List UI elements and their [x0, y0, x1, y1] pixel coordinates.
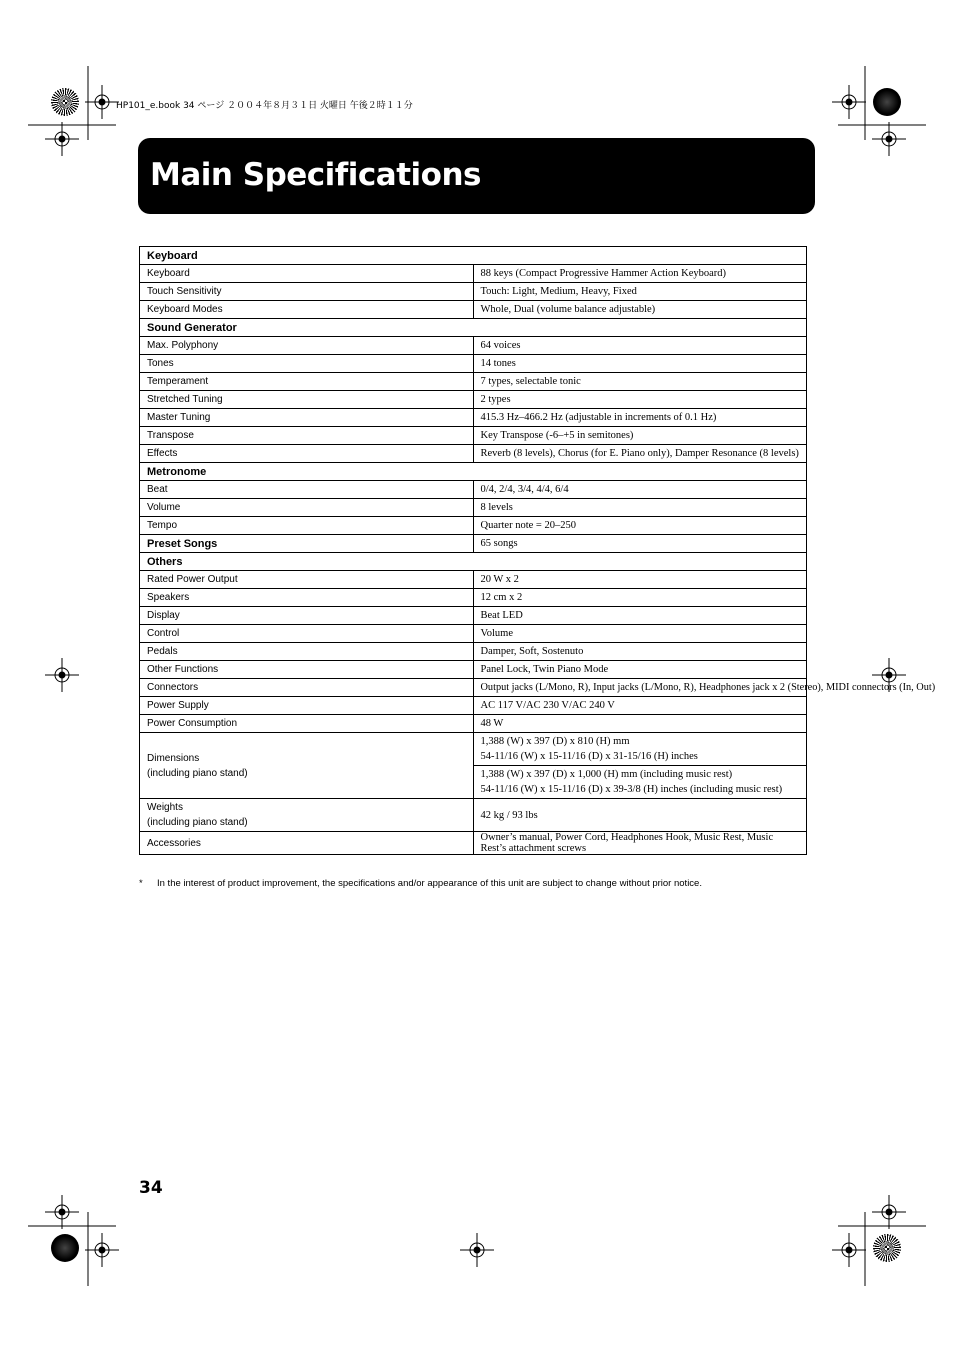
spec-label: Transpose	[140, 427, 474, 445]
table-row	[140, 517, 807, 535]
spec-label: Speakers	[140, 589, 474, 607]
spec-value: 0/4, 2/4, 3/4, 4/4, 6/4	[473, 481, 807, 499]
spec-value: Owner’s manual, Power Cord, Headphones Hook, Music Rest, Music Rest’s attachment screws	[473, 832, 807, 855]
table-row	[140, 301, 807, 319]
spec-value: 8 levels	[473, 499, 807, 517]
section-heading: Sound Generator	[140, 319, 807, 337]
spec-value: Key Transpose (-6–+5 in semitones)	[473, 427, 807, 445]
table-row	[140, 373, 807, 391]
spec-label: Temperament	[140, 373, 474, 391]
spec-label: Connectors	[140, 679, 474, 697]
spec-label: Master Tuning	[140, 409, 474, 427]
spec-value: 415.3 Hz–466.2 Hz (adjustable in increments of 0.1 Hz)	[473, 409, 807, 427]
spec-value-line: 1,388 (W) x 397 (D) x 1,000 (H) mm (including music rest)	[480, 769, 733, 780]
section-header-row	[140, 553, 807, 571]
section-header-row	[140, 535, 807, 553]
spec-label: Touch Sensitivity	[140, 283, 474, 301]
table-row	[140, 799, 807, 832]
page-number: 34	[139, 1178, 163, 1198]
section-heading: Metronome	[140, 463, 807, 481]
spec-label: Max. Polyphony	[140, 337, 474, 355]
spec-value: 7 types, selectable tonic	[473, 373, 807, 391]
table-row	[140, 571, 807, 589]
spec-value: Touch: Light, Medium, Heavy, Fixed	[473, 283, 807, 301]
registration-mark-icon	[872, 1195, 906, 1229]
spec-label-line: (including piano stand)	[147, 767, 248, 779]
spec-label: Beat	[140, 481, 474, 499]
spec-label: Effects	[140, 445, 474, 463]
spec-value: Damper, Soft, Sostenuto	[473, 643, 807, 661]
section-header-row	[140, 463, 807, 481]
registration-mark-icon	[45, 658, 79, 692]
spec-value: 12 cm x 2	[473, 589, 807, 607]
footnote-marker: *	[139, 878, 143, 889]
table-row	[140, 283, 807, 301]
spec-label-line: (including piano stand)	[147, 817, 248, 828]
section-heading: Preset Songs	[140, 535, 474, 553]
registration-mark-icon	[85, 1233, 119, 1267]
spec-label: Accessories	[140, 832, 474, 855]
title-banner	[138, 138, 815, 214]
registration-mark-icon	[832, 1233, 866, 1267]
registration-mark-icon	[45, 1195, 79, 1229]
spec-label-line: Dimensions	[147, 752, 200, 764]
page-title: Main Specifications	[150, 157, 481, 193]
registration-mark-icon	[45, 122, 79, 156]
spec-value	[473, 766, 807, 799]
section-header-row	[140, 319, 807, 337]
registration-mark-icon	[832, 85, 866, 119]
spec-label	[140, 733, 474, 799]
spec-value: AC 117 V/AC 230 V/AC 240 V	[473, 697, 807, 715]
spec-label: Control	[140, 625, 474, 643]
spec-value: 48 W	[473, 715, 807, 733]
table-row	[140, 643, 807, 661]
spec-label: Keyboard	[140, 265, 474, 283]
color-target-icon	[873, 88, 901, 116]
table-row	[140, 697, 807, 715]
table-row	[140, 625, 807, 643]
spec-label	[140, 799, 474, 832]
section-heading: Keyboard	[140, 247, 807, 265]
footnote	[139, 878, 702, 889]
spec-value: Volume	[473, 625, 807, 643]
table-row	[140, 589, 807, 607]
spec-value-line: 1,388 (W) x 397 (D) x 810 (H) mm	[480, 736, 630, 747]
spec-value: Reverb (8 levels), Chorus (for E. Piano only), Damper Resonance (8 levels)	[473, 445, 807, 463]
spec-label: Other Functions	[140, 661, 474, 679]
spec-value-line: 54-11/16 (W) x 15-11/16 (D) x 39-3/8 (H) inches (including music rest)	[480, 784, 783, 795]
footnote-text: In the interest of product improvement, the specifications and/or appearance of this unit are subject to change without prior notice.	[157, 878, 702, 889]
table-row	[140, 832, 807, 855]
spec-value: 64 voices	[473, 337, 807, 355]
table-row	[140, 733, 807, 766]
spec-value: 88 keys (Compact Progressive Hammer Action Keyboard)	[473, 265, 807, 283]
spec-value: Output jacks (L/Mono, R), Input jacks (L/Mono, R), Headphones jack x 2 (Stereo), MIDI connectors (In, Out)	[473, 679, 807, 697]
table-row	[140, 499, 807, 517]
spec-value	[473, 733, 807, 766]
color-target-icon	[51, 1234, 79, 1262]
spec-value: 65 songs	[473, 535, 807, 553]
spec-value: Beat LED	[473, 607, 807, 625]
registration-mark-icon	[872, 122, 906, 156]
table-row	[140, 445, 807, 463]
spec-label: Tempo	[140, 517, 474, 535]
color-target-icon	[51, 88, 79, 116]
table-row	[140, 661, 807, 679]
registration-mark-icon	[85, 85, 119, 119]
spec-value: Whole, Dual (volume balance adjustable)	[473, 301, 807, 319]
spec-value: Quarter note = 20–250	[473, 517, 807, 535]
spec-value: 2 types	[473, 391, 807, 409]
spec-label: Rated Power Output	[140, 571, 474, 589]
spec-label: Keyboard Modes	[140, 301, 474, 319]
section-heading: Others	[140, 553, 807, 571]
table-row	[140, 427, 807, 445]
spec-label: Display	[140, 607, 474, 625]
spec-label-line: Weights	[147, 802, 183, 813]
table-row	[140, 481, 807, 499]
spec-label: Power Supply	[140, 697, 474, 715]
table-row	[140, 607, 807, 625]
table-row	[140, 679, 807, 697]
table-row	[140, 355, 807, 373]
spec-label: Pedals	[140, 643, 474, 661]
spec-table	[139, 246, 936, 855]
spec-value: 20 W x 2	[473, 571, 807, 589]
registration-mark-icon	[460, 1233, 494, 1267]
spec-label: Tones	[140, 355, 474, 373]
table-row	[140, 409, 807, 427]
table-row	[140, 337, 807, 355]
spec-value: 42 kg / 93 lbs	[473, 799, 807, 832]
color-target-icon	[873, 1234, 901, 1262]
table-row	[140, 391, 807, 409]
spec-label: Stretched Tuning	[140, 391, 474, 409]
spec-value: 14 tones	[473, 355, 807, 373]
section-header-row	[140, 247, 807, 265]
table-row	[140, 265, 807, 283]
spec-label: Volume	[140, 499, 474, 517]
spec-value-line: 54-11/16 (W) x 15-11/16 (D) x 31-15/16 (H) inches	[480, 751, 698, 762]
print-header: HP101_e.book 34 ページ ２００４年８月３１日 火曜日 午後２時１１分	[116, 101, 413, 111]
spec-label: Power Consumption	[140, 715, 474, 733]
table-row	[140, 715, 807, 733]
spec-value: Panel Lock, Twin Piano Mode	[473, 661, 807, 679]
